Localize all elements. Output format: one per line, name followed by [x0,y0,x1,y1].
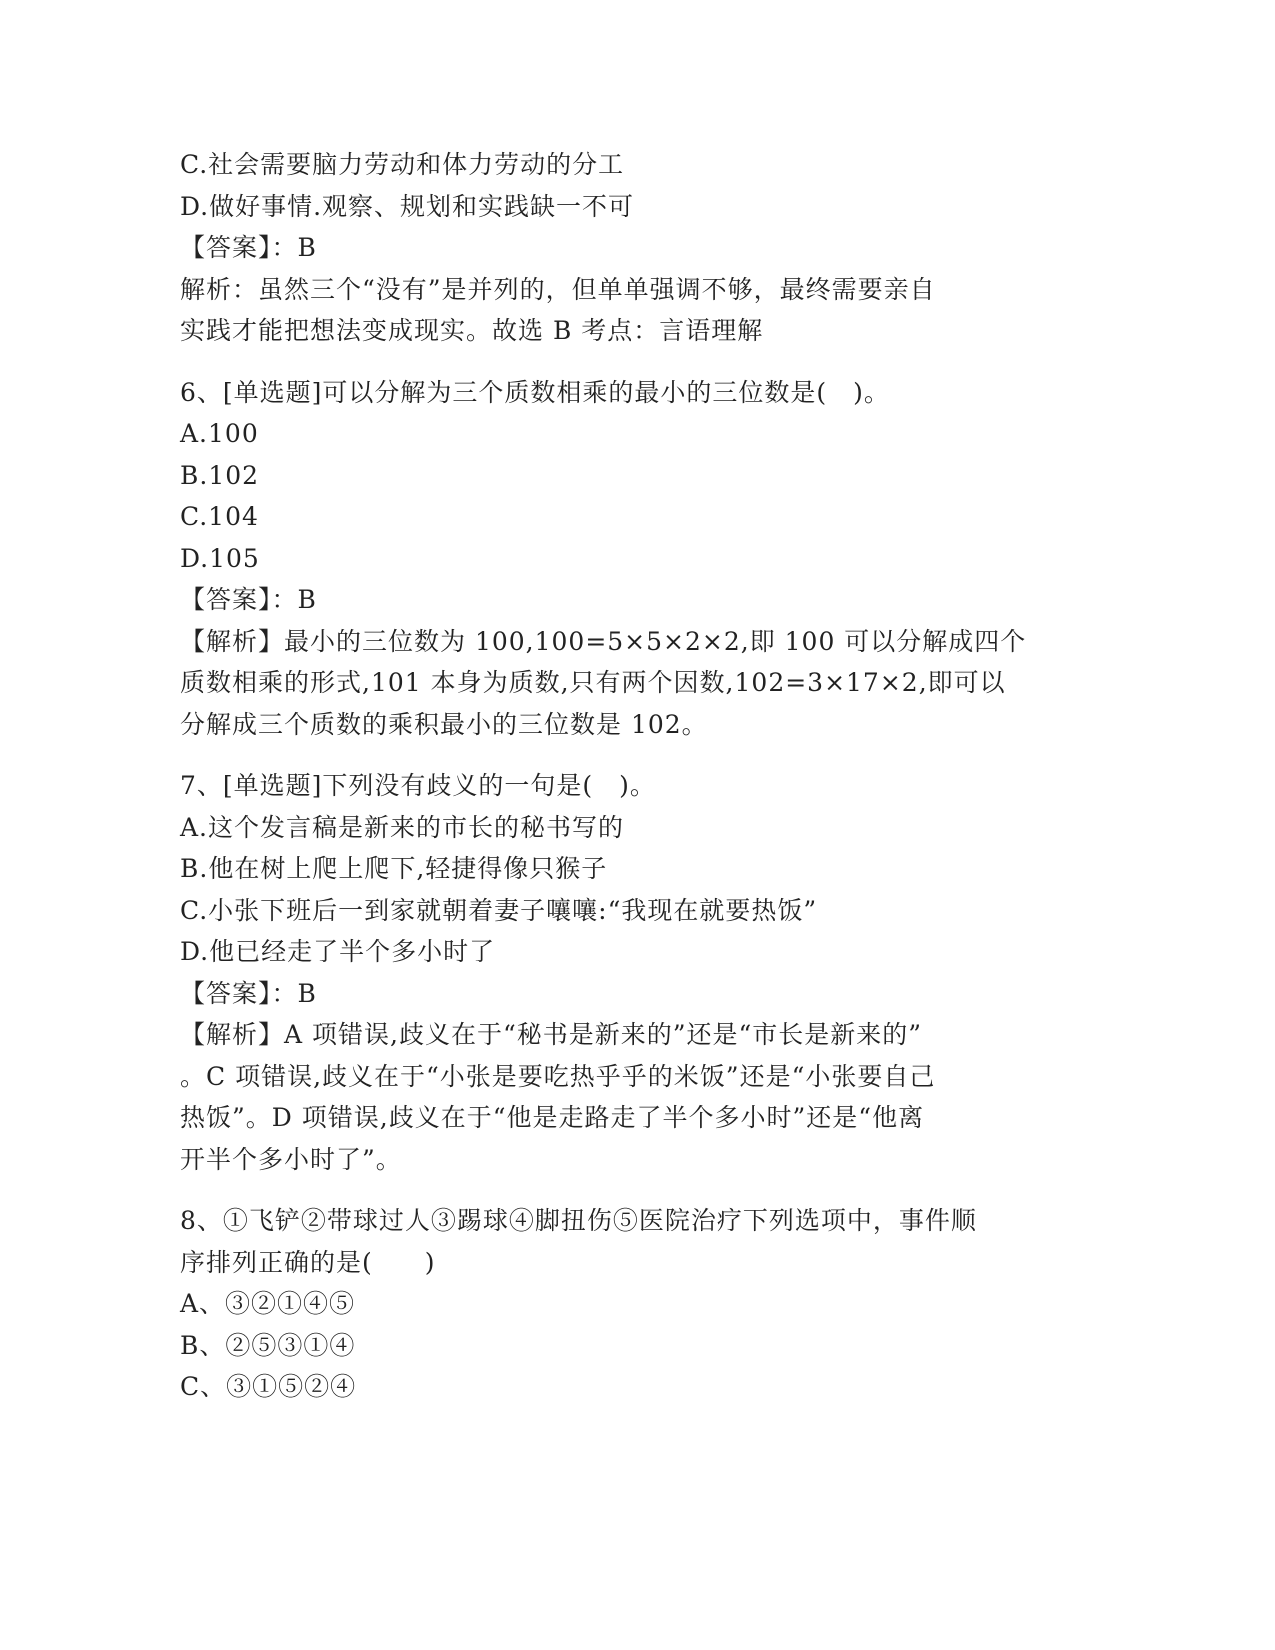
analysis-line: 开半个多小时了”。 [180,1144,402,1174]
option-c: C、③①⑤②④ [180,1372,357,1401]
analysis-line: 质数相乘的形式,101 本身为质数,只有两个因数,102=3×17×2,即可以 [180,668,1006,697]
question-7-stem: 7、[单选题]下列没有歧义的一句是( )。 [180,771,656,800]
option-b: B.他在树上爬上爬下,轻捷得像只猴子 [180,854,608,883]
question-8-stem: 序排列正确的是( ) [180,1247,436,1277]
option-b: B.102 [180,460,260,490]
option-c: C.104 [180,502,259,531]
analysis-line: 解析：虽然三个“没有”是并列的，但单单强调不够，最终需要亲自 [180,274,936,304]
analysis-line: 热饭”。D 项错误,歧义在于“他是走路走了半个多小时”还是“他离 [180,1103,925,1132]
option-a: A.这个发言稿是新来的市长的秘书写的 [180,812,625,842]
option-d: D.做好事情.观察、规划和实践缺一不可 [180,191,635,221]
option-b: B、②⑤③①④ [180,1330,356,1360]
analysis-line: 。C 项错误,歧义在于“小张是要吃热乎乎的米饭”还是“小张要自己 [180,1061,936,1091]
document-body [180,144,1060,1408]
answer: 【答案】：B [180,978,317,1008]
option-c: C.社会需要脑力劳动和体力劳动的分工 [180,150,625,179]
question-6-stem: 6、[单选题]可以分解为三个质数相乘的最小的三位数是( )。 [180,377,890,407]
question-8-stem: 8、①飞铲②带球过人③踢球④脚扭伤⑤医院治疗下列选项中，事件顺 [180,1206,977,1235]
analysis-line: 【解析】最小的三位数为 100,100=5×5×2×2,即 100 可以分解成四个 [180,626,1027,656]
analysis-line: 分解成三个质数的乘积最小的三位数是 102。 [180,709,708,739]
option-d: D.他已经走了半个多小时了 [180,937,496,966]
answer: 【答案】：B [180,585,317,614]
option-a: A、③②①④⑤ [180,1289,356,1318]
analysis-line: 实践才能把想法变成现实。故选 B 考点：言语理解 [180,316,764,345]
answer: 【答案】：B [180,233,317,262]
analysis-line: 【解析】A 项错误,歧义在于“秘书是新来的”还是“市长是新来的” [180,1020,923,1049]
option-a: A.100 [180,419,259,448]
option-c: C.小张下班后一到家就朝着妻子嚷嚷:“我现在就要热饭” [180,895,818,925]
option-d: D.105 [180,543,260,573]
